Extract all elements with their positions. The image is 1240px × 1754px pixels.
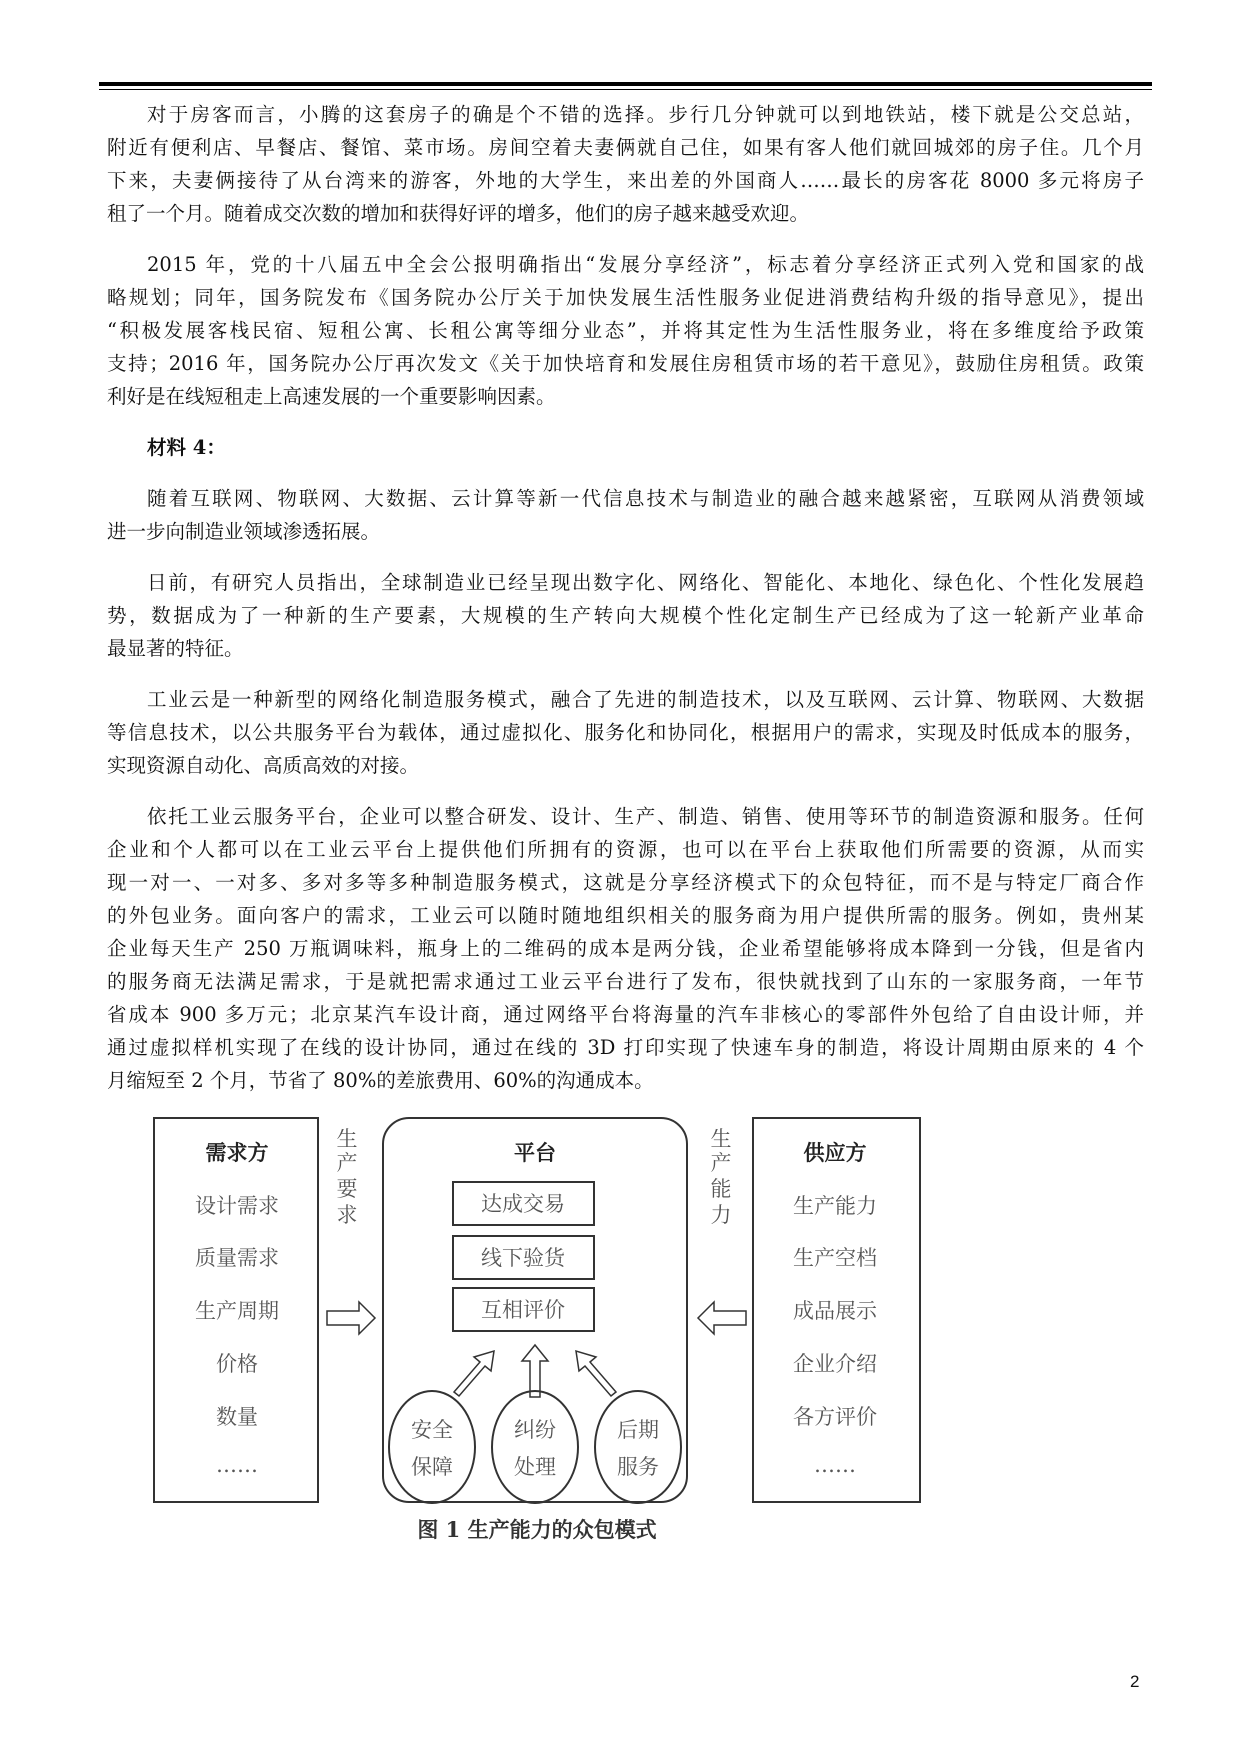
- platform-title: 平台: [514, 1140, 556, 1165]
- text-line: 附近有便利店、早餐店、餐馆、菜市场。房间空着夫妻俩就自己住，如果有客人他们就回城郊的房子住。几个月: [107, 136, 1144, 159]
- text-line: 现一对一、一对多、多对多等多种制造服务模式，这就是分享经济模式下的众包特征，而不是与特定厂商合作: [107, 871, 1144, 894]
- text-line: 利好是在线短租走上高速发展的一个重要影响因素。: [107, 385, 556, 408]
- text-line: 略规划；同年，国务院发布《国务院办公厅关于加快发展生活性服务业促进消费结构升级的指导意见》，提出: [107, 286, 1144, 309]
- supply-item: ……: [814, 1453, 856, 1477]
- text-line: 的外包业务。面向客户的需求，工业云可以随时随地组织相关的服务商为用户提供所需的服务。例如，贵州某: [107, 904, 1144, 927]
- text-line: 月缩短至 2 个月，节省了 80%的差旅费用、60%的沟通成本。: [107, 1069, 654, 1092]
- circle-label: 纠纷: [514, 1418, 556, 1442]
- text-line: “积极发展客栈民宿、短租公寓、长租公寓等细分业态”，并将其定性为生活性服务业，将在多维度给予政策: [107, 319, 1144, 342]
- text-line: 实现资源自动化、高质高效的对接。: [107, 754, 420, 777]
- demand-item: 价格: [216, 1352, 258, 1376]
- demand-item: 设计需求: [195, 1194, 279, 1218]
- text-line: 进一步向制造业领域渗透拓展。: [107, 520, 381, 543]
- flow-label-char: 求: [336, 1203, 358, 1227]
- circle-node: [492, 1391, 578, 1503]
- arrow-right-icon: [327, 1302, 375, 1334]
- demand-item: 质量需求: [195, 1246, 279, 1270]
- text-line: 最显著的特征。: [107, 637, 244, 660]
- supply-item: 企业介绍: [793, 1352, 877, 1376]
- circle-label: 处理: [514, 1455, 556, 1479]
- figure-caption: 图 1 生产能力的众包模式: [417, 1517, 657, 1542]
- arrow-left-icon: [698, 1302, 746, 1334]
- circle-label: 安全: [411, 1418, 453, 1442]
- text-line: 支持；2016 年，国务院办公厅再次发文《关于加快培育和发展住房租赁市场的若干意见》，鼓励住房租赁。政策: [107, 352, 1144, 375]
- text-line: 的服务商无法满足需求，于是就把需求通过工业云平台进行了发布，很快就找到了山东的一家服务商，一年节: [107, 970, 1144, 993]
- circle-node: [389, 1391, 475, 1503]
- text-line: 租了一个月。随着成交次数的增加和获得好评的增多，他们的房子越来越受欢迎。: [107, 202, 810, 225]
- flow-label-char: 产: [336, 1151, 358, 1175]
- text-line: 企业和个人都可以在工业云平台上提供他们所拥有的资源，也可以在平台上获取他们所需要的资源，从而实: [107, 838, 1144, 861]
- text-line: 省成本 900 多万元；北京某汽车设计商，通过网络平台将海量的汽车非核心的零部件外包给了自由设计师，并: [107, 1003, 1144, 1026]
- circle-label: 服务: [617, 1455, 659, 1479]
- page-number: 2: [1130, 1672, 1140, 1691]
- flow-label-char: 能: [710, 1177, 732, 1201]
- platform-step: 达成交易: [481, 1192, 565, 1216]
- text-line: 工业云是一种新型的网络化制造服务模式，融合了先进的制造技术，以及互联网、云计算、物联网、大数据: [147, 688, 1144, 711]
- text-line: 下来，夫妻俩接待了从台湾来的游客，外地的大学生，来出差的外国商人……最长的房客花 8000 多元将房子: [107, 169, 1144, 192]
- demand-item: 生产周期: [195, 1299, 279, 1323]
- demand-item: ……: [216, 1453, 258, 1477]
- flow-label-char: 生: [710, 1127, 732, 1151]
- text-line: 通过虚拟样机实现了在线的设计协同，通过在线的 3D 打印实现了快速车身的制造，将设计周期由原来的 4 个: [107, 1036, 1144, 1059]
- text-line: 等信息技术，以公共服务平台为载体，通过虚拟化、服务化和协同化，根据用户的需求，实现及时低成本的服务，: [107, 721, 1144, 744]
- arrow-up-left-icon: [576, 1351, 616, 1396]
- text-line: 势，数据成为了一种新的生产要素，大规模的生产转向大规模个性化定制生产已经成为了这一轮新产业革命: [107, 604, 1144, 627]
- text-line: 随着互联网、物联网、大数据、云计算等新一代信息技术与制造业的融合越来越紧密，互联网从消费领域: [147, 487, 1144, 510]
- flow-label-char: 产: [710, 1151, 732, 1175]
- text-line: 企业每天生产 250 万瓶调味料，瓶身上的二维码的成本是两分钱，企业希望能够将成本降到一分钱，但是省内: [107, 937, 1144, 960]
- flow-label-char: 力: [710, 1203, 732, 1227]
- supply-item: 各方评价: [793, 1405, 877, 1429]
- arrow-up-icon: [522, 1345, 548, 1397]
- supply-item: 生产空档: [793, 1246, 877, 1270]
- supply-item: 成品展示: [793, 1299, 877, 1323]
- circle-label: 保障: [411, 1455, 453, 1479]
- platform-step: 线下验货: [481, 1246, 565, 1270]
- flow-label-char: 生: [336, 1127, 358, 1151]
- section-heading: 材料 4：: [147, 436, 226, 459]
- text-line: 日前，有研究人员指出，全球制造业已经呈现出数字化、网络化、智能化、本地化、绿色化、个性化发展趋: [147, 571, 1144, 594]
- text-line: 2015 年，党的十八届五中全会公报明确指出“发展分享经济”，标志着分享经济正式列入党和国家的战: [147, 253, 1144, 276]
- supply-title: 供应方: [803, 1140, 867, 1165]
- demand-title: 需求方: [205, 1140, 269, 1165]
- flow-label-char: 要: [336, 1177, 358, 1201]
- circle-node: [595, 1391, 681, 1503]
- demand-item: 数量: [216, 1405, 258, 1429]
- text-line: 对于房客而言，小腾的这套房子的确是个不错的选择。步行几分钟就可以到地铁站，楼下就是公交总站，: [147, 103, 1144, 126]
- supply-item: 生产能力: [793, 1194, 877, 1218]
- arrow-up-right-icon: [454, 1351, 494, 1396]
- circle-label: 后期: [617, 1418, 659, 1442]
- platform-step: 互相评价: [481, 1298, 565, 1322]
- text-line: 依托工业云服务平台，企业可以整合研发、设计、生产、制造、销售、使用等环节的制造资源和服务。任何: [147, 805, 1144, 828]
